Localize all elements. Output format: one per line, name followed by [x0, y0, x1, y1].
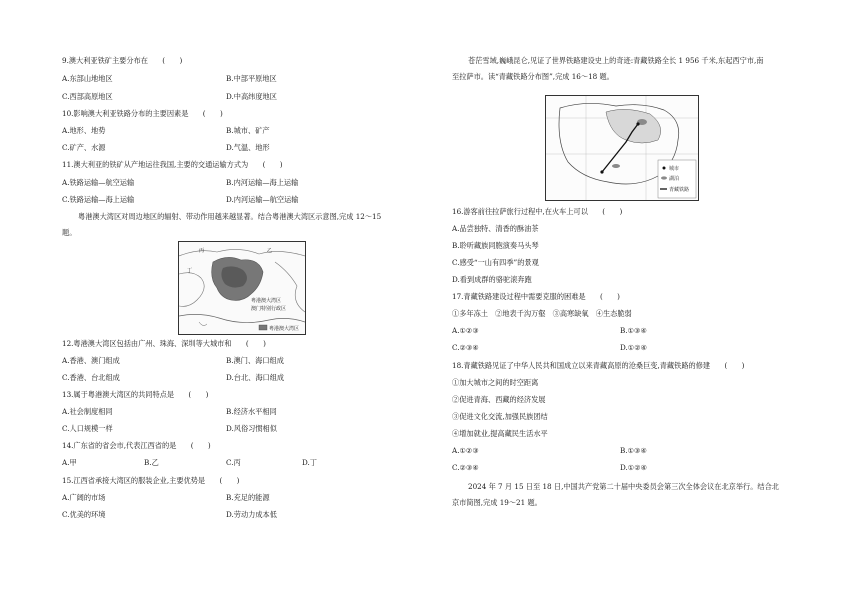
q14-option-c: C.丙	[226, 458, 241, 467]
q9-option-b: B.中部平原地区	[226, 74, 277, 83]
q12-option-d: D.台北、海口组成	[226, 373, 285, 382]
map1-label-bay-area: 粤港澳大湾区	[251, 298, 282, 304]
q13-option-b: B.经济水平相同	[226, 407, 277, 416]
q18-option-d: D.①②④	[620, 463, 648, 472]
map2-legend-lake: 湖泊	[669, 176, 680, 182]
intro-16-18-line1: 苍茫雪域,巍峨昆仑,见证了世界铁路建设史上的奇迹:青藏铁路全长 1 956 千米,东起西宁市,南	[468, 56, 764, 65]
map1-label-macau: 澳门特别行政区	[251, 306, 287, 312]
q14-option-d: D.丁	[302, 458, 317, 467]
greater-bay-area-map	[178, 241, 306, 335]
q12-stem: 12.粤港澳大湾区包括由广州、珠海、深圳等大城市和 ( )	[62, 339, 266, 348]
q9-option-c: C.西部高原地区	[62, 92, 113, 101]
q16-option-b: B.聆听藏族同胞演奏马头琴	[452, 241, 539, 250]
q18-option-a: A.①②③	[452, 446, 479, 455]
q16-option-d: D.看到成群的骆驼滚奔跑	[452, 275, 532, 284]
q15-option-a: A.广阔的市场	[62, 493, 106, 502]
q11-option-d: D.内河运输—航空运输	[226, 195, 299, 204]
q10-option-d: D.气温、地形	[226, 143, 270, 152]
intro-19-21-line1: 2024 年 7 月 15 日至 18 日,中国共产党第二十届中央委员会第三次全体会议在北京举行。结合北	[468, 482, 779, 491]
q9-option-a: A.东部山地地区	[62, 74, 113, 83]
map1-label-ding: 丁	[187, 268, 193, 274]
q18-statement-1: ①加大城市之间的时空距离	[452, 378, 539, 387]
q18-statement-2: ②促进青海、西藏的经济发展	[452, 395, 546, 404]
q15-stem: 15.江西省承接大湾区的服装企业,主要优势是 ( )	[62, 476, 240, 485]
q12-option-c: C.香港、台北组成	[62, 373, 120, 382]
q14-option-b: B.乙	[144, 458, 159, 467]
q9-stem: 9.澳大利亚铁矿主要分布在 ( )	[62, 56, 183, 65]
q11-option-a: A.铁路运输—航空运输	[62, 178, 135, 187]
q17-option-b: B.①③④	[620, 326, 647, 335]
q13-option-d: D.风俗习惯相似	[226, 424, 277, 433]
q13-option-c: C.人口规模一样	[62, 424, 113, 433]
qinghai-tibet-railway-map	[545, 95, 699, 201]
map1-label-yi: 乙	[267, 248, 273, 254]
q11-option-b: B.内河运输—海上运输	[226, 178, 299, 187]
q16-stem: 16.游客前往拉萨旅行过程中,在火车上可以 ( )	[452, 207, 623, 216]
q14-stem: 14.广东省的省会市,代表江西省的是 ( )	[62, 441, 211, 450]
q10-stem: 10.影响澳大利亚铁路分布的主要因素是 ( )	[62, 109, 223, 118]
q18-statement-3: ③促进文化交流,加强民族团结	[452, 412, 548, 421]
q15-option-b: B.充足的能源	[226, 493, 270, 502]
q12-option-b: B.澳门、海口组成	[226, 356, 284, 365]
q11-option-c: C.铁路运输—海上运输	[62, 195, 135, 204]
q9-option-d: D.中高纬度地区	[226, 92, 277, 101]
q17-statements: ①多年冻土 ②地表千沟万壑 ③高寒缺氧 ④生态脆弱	[452, 309, 632, 318]
q17-option-c: C.②③④	[452, 343, 479, 352]
q13-option-a: A.社会制度相同	[62, 407, 113, 416]
map2-legend-railway: 青藏铁路	[669, 187, 690, 193]
intro-19-21-line2: 京市简图,完成 19～21 题。	[452, 498, 542, 507]
q18-option-c: C.②③④	[452, 463, 479, 472]
q10-option-b: B.城市、矿产	[226, 126, 270, 135]
q10-option-a: A.地形、地势	[62, 126, 106, 135]
q15-option-c: C.优美的环境	[62, 510, 106, 519]
map2-legend-city: 城市	[669, 166, 680, 172]
q14-option-a: A.甲	[62, 458, 77, 467]
q11-stem: 11.澳大利亚的铁矿从产地运往我国,主要的交通运输方式为 ( )	[62, 160, 283, 169]
q17-stem: 17.青藏铁路建设过程中需要克服的困难是 ( )	[452, 292, 620, 301]
q17-option-a: A.①②③	[452, 326, 479, 335]
q17-option-d: D.①②④	[620, 343, 648, 352]
q16-option-c: C.感受“一山有四季”的景观	[452, 258, 539, 267]
intro-12-15-line1: 粤港澳大湾区对周边地区的辐射、带动作用越来越显著。结合粤港澳大湾区示意图,完成 12～15	[78, 212, 382, 221]
map1-label-bing: 丙	[199, 248, 205, 254]
intro-12-15-line2: 题。	[62, 228, 77, 237]
q18-statement-4: ④增加就业,提高藏民生活水平	[452, 429, 548, 438]
q12-option-a: A.香港、澳门组成	[62, 356, 120, 365]
q18-stem: 18.青藏铁路见证了中华人民共和国成立以来青藏高原的沧桑巨变,青藏铁路的修建 ( )	[452, 361, 745, 370]
map1-legend-label: 粤港澳大湾区	[269, 326, 300, 332]
q15-option-d: D.劳动力成本低	[226, 510, 277, 519]
q16-option-a: A.品尝独特、清香的酥油茶	[452, 224, 539, 233]
intro-16-18-line2: 至拉萨市。读“青藏铁路分布图”,完成 16～18 题。	[452, 72, 614, 81]
q13-stem: 13.属于粤港澳大湾区的共同特点是 ( )	[62, 390, 209, 399]
q10-option-c: C.矿产、水源	[62, 143, 106, 152]
q18-option-b: B.①③④	[620, 446, 647, 455]
